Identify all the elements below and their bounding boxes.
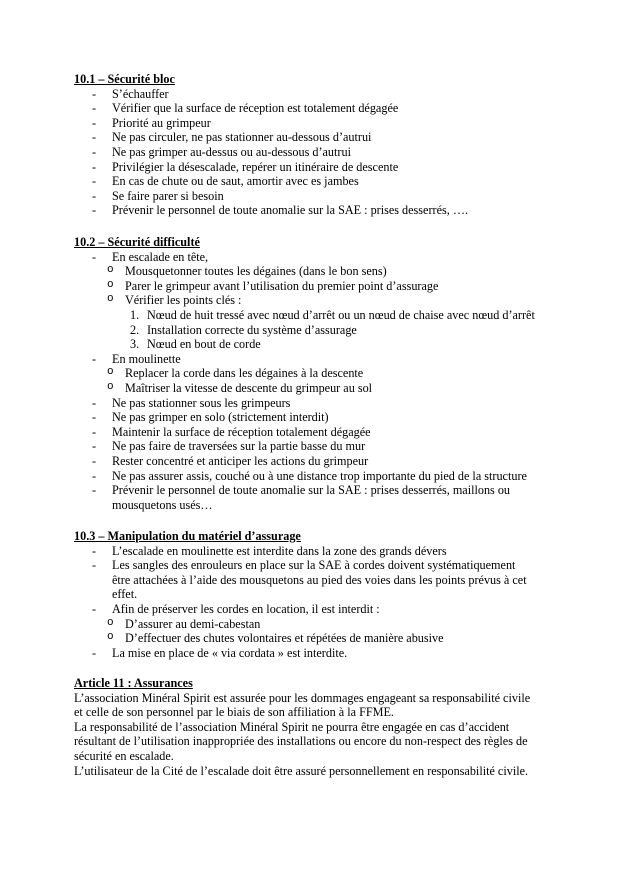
list-item xyxy=(74,352,574,396)
paragraph-line: sécurité en escalade. xyxy=(74,748,174,763)
sub-list-item: o Maîtriser la vitesse de descente du grimpeur au sol xyxy=(110,381,574,396)
bullet-list xyxy=(74,87,574,218)
item-number: 3. xyxy=(130,337,140,352)
list-item-label: Afin de préserver les cordes en location, il est interdit : xyxy=(112,601,380,616)
list-item-line: - Prévenir le personnel de toute anomalie sur la SAE : prises desserrés, maillons ou xyxy=(112,483,511,498)
list-item-line: - Les sangles des enrouleurs en place sur la SAE à cordes doivent systématiquement xyxy=(112,558,516,573)
numbered-item-text: Nœud en bout de corde xyxy=(147,337,261,352)
numbered-list xyxy=(125,308,574,352)
list-item: - Ne pas faire de traversées sur la partie basse du mur xyxy=(74,439,574,454)
paragraph-line: L’utilisateur de la Cité de l’escalade doit être assuré personnellement en responsabilité civile. xyxy=(74,763,529,778)
list-item: - En cas de chute ou de saut, amortir avec es jambes xyxy=(74,174,574,189)
list-item: - Rester concentré et anticiper les actions du grimpeur xyxy=(74,454,574,469)
sub-list-item: o Replacer la corde dans les dégaines à la descente xyxy=(110,366,574,381)
sub-list-item: o Mousquetonner toutes les dégaines (dans le bon sens) xyxy=(110,264,574,279)
paragraph-line: L’association Minéral Spirit est assurée pour les dommages engageant sa responsabilité civile xyxy=(74,690,531,705)
list-item: - Ne pas grimper au-dessus ou au-dessous d’autrui xyxy=(74,145,574,160)
list-item: - Priorité au grimpeur xyxy=(74,116,574,131)
article-11 xyxy=(74,676,574,778)
list-item-label: En moulinette xyxy=(112,351,181,366)
list-item: - L’escalade en moulinette est interdite dans la zone des grands dévers xyxy=(74,544,574,559)
section-10-1 xyxy=(74,72,574,218)
list-item-line: effet. xyxy=(112,587,138,602)
item-number: 1. xyxy=(130,307,140,322)
sub-list-item xyxy=(110,293,574,351)
numbered-item xyxy=(125,337,574,352)
section-heading: 10.3 – Manipulation du matériel d’assurage xyxy=(74,529,301,543)
sub-list-item-label: Vérifier les points clés : xyxy=(125,293,242,308)
list-item-line: mousquetons usés… xyxy=(112,497,213,512)
sub-list-item: o D’effectuer des chutes volontaires et répétées de manière abusive xyxy=(110,631,574,646)
item-number: 2. xyxy=(130,322,140,337)
bullet-list xyxy=(74,250,574,513)
list-item: - La mise en place de « via cordata » est interdite. xyxy=(74,646,574,661)
sub-list xyxy=(110,366,574,395)
section-10-2 xyxy=(74,235,574,512)
list-item: - S’échauffer xyxy=(74,87,574,102)
numbered-item-text: Installation correcte du système d’assurage xyxy=(147,322,357,337)
list-item-line: être attachées à l’aide des mousquetons au pied des voies dans les points prévus à cet xyxy=(112,572,527,587)
list-item xyxy=(74,483,574,512)
sub-list xyxy=(110,617,574,646)
sub-list-item: o D’assurer au demi-cabestan xyxy=(110,617,574,632)
section-heading: 10.2 – Sécurité difficulté xyxy=(74,235,200,249)
list-item: - Vérifier que la surface de réception est totalement dégagée xyxy=(74,101,574,116)
list-item: - Se faire parer si besoin xyxy=(74,189,574,204)
section-heading: Article 11 : Assurances xyxy=(74,676,193,690)
list-item xyxy=(74,558,574,602)
paragraph-line: résultant de l’utilisation inappropriée des installations ou encore du non-respect des règles de xyxy=(74,734,528,749)
paragraph-line: et celle de son personnel par le biais de son affiliation à la FFME. xyxy=(74,705,394,720)
numbered-item-text: Nœud de huit tressé avec nœud d’arrêt ou un nœud de chaise avec nœud d’arrêt xyxy=(147,307,535,322)
list-item: - Ne pas stationner sous les grimpeurs xyxy=(74,396,574,411)
list-item xyxy=(74,602,574,646)
bullet-list xyxy=(74,544,574,661)
paragraph-line: La responsabilité de l’association Minéral Spirit ne pourra être engagée en cas d’accident xyxy=(74,719,510,734)
list-item: - Ne pas circuler, ne pas stationner au-dessous d’autrui xyxy=(74,130,574,145)
section-10-3 xyxy=(74,529,574,660)
list-item: - Ne pas grimper en solo (strictement interdit) xyxy=(74,410,574,425)
numbered-item xyxy=(125,308,574,323)
list-item: - Ne pas assurer assis, couché ou à une distance trop importante du pied de la structure xyxy=(74,469,574,484)
list-item: - Maintenir la surface de réception totalement dégagée xyxy=(74,425,574,440)
list-item: - Privilégier la désescalade, repérer un itinéraire de descente xyxy=(74,160,574,175)
list-item xyxy=(74,250,574,352)
list-item: - Prévenir le personnel de toute anomalie sur la SAE : prises desserrés, …. xyxy=(74,203,574,218)
list-item-label: En escalade en tête, xyxy=(112,249,209,264)
numbered-item xyxy=(125,323,574,338)
section-heading: 10.1 – Sécurité bloc xyxy=(74,72,175,86)
sub-list-item: o Parer le grimpeur avant l’utilisation du premier point d’assurage xyxy=(110,279,574,294)
sub-list xyxy=(110,264,574,352)
